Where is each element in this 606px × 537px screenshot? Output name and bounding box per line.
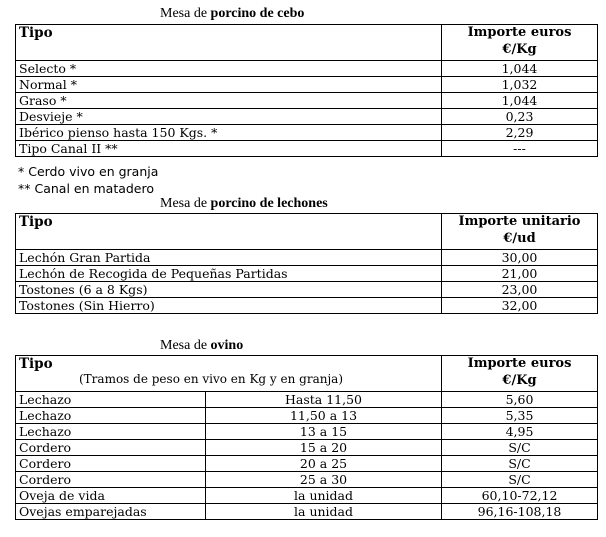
ovino-header-tipo: Tipo (Tramos de peso en vivo en Kg y en granja) xyxy=(16,356,442,392)
table-row: Normal * 1,032 xyxy=(16,77,598,93)
cebo-note-vivo: * Cerdo vivo en granja xyxy=(18,164,159,179)
table-row: Cordero 15 a 20 S/C xyxy=(16,440,598,456)
ovino-table xyxy=(15,355,598,520)
table-row: Tostones (6 a 8 Kgs) 23,00 xyxy=(16,282,598,298)
lechones-table xyxy=(15,213,598,314)
cebo-note-canal: ** Canal en matadero xyxy=(18,181,155,196)
table-row: Ibérico pienso hasta 150 Kgs. * 2,29 xyxy=(16,125,598,141)
table-row: Lechón de Recogida de Pequeñas Partidas 21,00 xyxy=(16,266,598,282)
table-row: Tipo Canal II ** --- xyxy=(16,141,598,157)
cebo-header-tipo: Tipo xyxy=(16,25,442,61)
lechones-header-importe: Importe unitario €/ud xyxy=(442,214,598,250)
lechones-title: Mesa de porcino de lechones xyxy=(160,196,328,211)
table-row: Lechazo 13 a 15 4,95 xyxy=(16,424,598,440)
lechones-header-tipo: Tipo xyxy=(16,214,442,250)
table-row: Lechón Gran Partida 30,00 xyxy=(16,250,598,266)
table-row: Tostones (Sin Hierro) 32,00 xyxy=(16,298,598,314)
ovino-title: Mesa de ovino xyxy=(160,338,244,353)
ovino-header-importe: Importe euros €/Kg xyxy=(442,356,598,392)
table-row: Graso * 1,044 xyxy=(16,93,598,109)
table-row: Desvieje * 0,23 xyxy=(16,109,598,125)
cebo-title: Mesa de porcino de cebo xyxy=(160,6,305,21)
table-row: Cordero 20 a 25 S/C xyxy=(16,456,598,472)
table-row: Oveja de vida la unidad 60,10-72,12 xyxy=(16,488,598,504)
table-row: Selecto * 1,044 xyxy=(16,61,598,77)
table-row: Lechazo Hasta 11,50 5,60 xyxy=(16,392,598,408)
table-row: Cordero 25 a 30 S/C xyxy=(16,472,598,488)
cebo-table xyxy=(15,24,598,157)
table-row: Lechazo 11,50 a 13 5,35 xyxy=(16,408,598,424)
cebo-header-importe: Importe euros €/Kg xyxy=(442,25,598,61)
table-row: Ovejas emparejadas la unidad 96,16-108,18 xyxy=(16,504,598,520)
